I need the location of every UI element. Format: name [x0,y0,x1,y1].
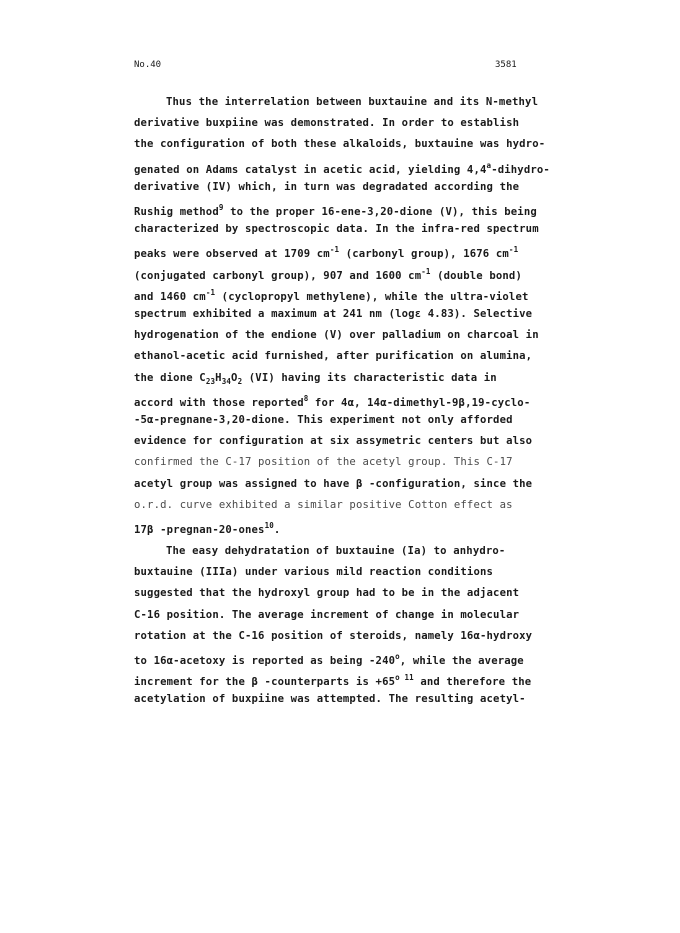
paragraph1-line [134,372,497,388]
paragraph1-line [134,393,530,409]
subscript: 34 [221,376,232,386]
text-run: acetyl group was assigned to have β -configuration, since the [134,477,533,490]
text-run: o.r.d. curve exhibited a similar positive Cotton effect as [134,498,513,511]
subscript: 23 [205,376,216,386]
text-run: for 4α, 14α-dimethyl-9β,19-cyclo- [308,396,531,409]
text-run: (VI) having its characteristic data in [242,371,497,384]
paragraph1-line [134,266,522,282]
paragraph1-line [134,181,519,193]
superscript: -1 [508,245,519,255]
text-run: O [231,371,238,384]
paragraph1-line [134,117,519,129]
text-run: C-16 position. The average increment of change in molecular [134,608,520,621]
paragraph1-line [134,308,532,320]
paragraph2-line [134,651,524,667]
text-run: rotation at the C-16 position of steroids, namely 16α-hydroxy [134,629,533,642]
paragraph1-line [166,96,538,108]
text-run: (carbonyl group), 1676 cm [339,248,509,261]
paragraph1-line [134,520,280,536]
text-run: 17β -pregnan-20-ones [134,524,265,536]
paragraph2-line [134,630,532,642]
text-run: to the proper 16-ene-3,20-dione (V), this being [223,206,537,218]
subscript: 2 [237,376,243,386]
text-run: evidence for configuration at six assymetric centers but also [134,435,533,448]
superscript: 9 [218,203,224,212]
text-run: spectrum exhibited a maximum at 241 nm (logε 4.83). Selective [134,308,533,320]
text-run: peaks were observed at 1709 cm [134,248,330,261]
text-run: (conjugated carbonyl group), 907 and 1600 cm [134,269,422,282]
text-run: and therefore the [413,676,532,689]
text-run: increment for the β -counterparts is +65 [134,676,396,689]
journal-page-number: 3581 [495,60,517,70]
paragraph1-line [134,223,539,235]
paragraph1-line [134,329,539,341]
text-run: hydrogenation of the endione (V) over palladium on charcoal in [134,329,539,342]
paragraph1-line [134,287,529,303]
paragraph1-line [134,138,545,150]
superscript: 10 [264,521,274,530]
text-run: -5α-pregnane-3,20-dione. This experiment not only afforded [134,414,513,426]
text-run: suggested that the hydroxyl group had to be in the adjacent [134,587,520,600]
paragraph1-line [134,160,550,176]
paragraph1-line [134,435,532,447]
text-run: characterized by spectroscopic data. In the infra-red spectrum [134,223,539,236]
paragraph2-line [134,609,519,621]
paragraph1-line [134,244,518,260]
text-run: The easy dehydratation of buxtauine (Ia) to anhydro- [166,545,506,557]
text-run: -dihydro- [491,163,550,176]
text-run: derivative (IV) which, in turn was degradated according the [134,180,520,193]
paragraph1-line [134,350,532,362]
text-run: accord with those reported [134,396,304,409]
text-run: , while the average [399,655,524,667]
paragraph2-line [134,566,493,578]
superscript: -1 [205,287,216,297]
text-run: (cyclopropyl methylene), while the ultra-violet [215,290,529,303]
superscript: 8 [303,393,309,403]
paragraph2-line [166,545,505,557]
paragraph2-line [134,693,526,705]
text-run: acetylation of buxpiine was attempted. The resulting acetyl- [134,693,526,706]
text-run: Thus the interrelation between buxtauine and its N-methyl [166,96,539,108]
paragraph1-line [134,499,513,511]
text-run: H [215,371,222,384]
text-run: ethanol-acetic acid furnished, after purification on alumina, [134,350,533,363]
paragraph1-line [134,478,532,490]
superscript: a [486,160,492,170]
text-run: derivative buxpiine was demonstrated. In order to establish [134,117,520,130]
paragraph1-line [134,202,537,218]
text-run: genated on Adams catalyst in acetic acid, yielding 4,4 [134,163,487,176]
page-number: No.40 [134,60,162,70]
text-run: . [273,524,281,536]
text-run: Rushig method [134,206,219,218]
text-run: the configuration of both these alkaloids, buxtauine was hydro- [134,138,546,151]
paragraph2-line [134,672,531,688]
superscript: -1 [421,266,431,276]
text-run: buxtauine (IIIa) under various mild reaction conditions [134,566,494,579]
text-run: the dione C [134,371,206,384]
text-run: confirmed the C-17 position of the acetyl group. This C-17 [134,456,513,469]
paragraph1-line [134,456,513,468]
superscript: -1 [329,245,340,255]
superscript: o 11 [395,673,414,683]
paragraph2-line [134,587,519,599]
text-run: to 16α-acetoxy is reported as being -240 [134,655,396,667]
text-run: (double bond) [430,269,522,282]
text-run: and 1460 cm [134,290,206,303]
superscript: o [395,652,400,661]
paragraph1-line [134,414,513,426]
